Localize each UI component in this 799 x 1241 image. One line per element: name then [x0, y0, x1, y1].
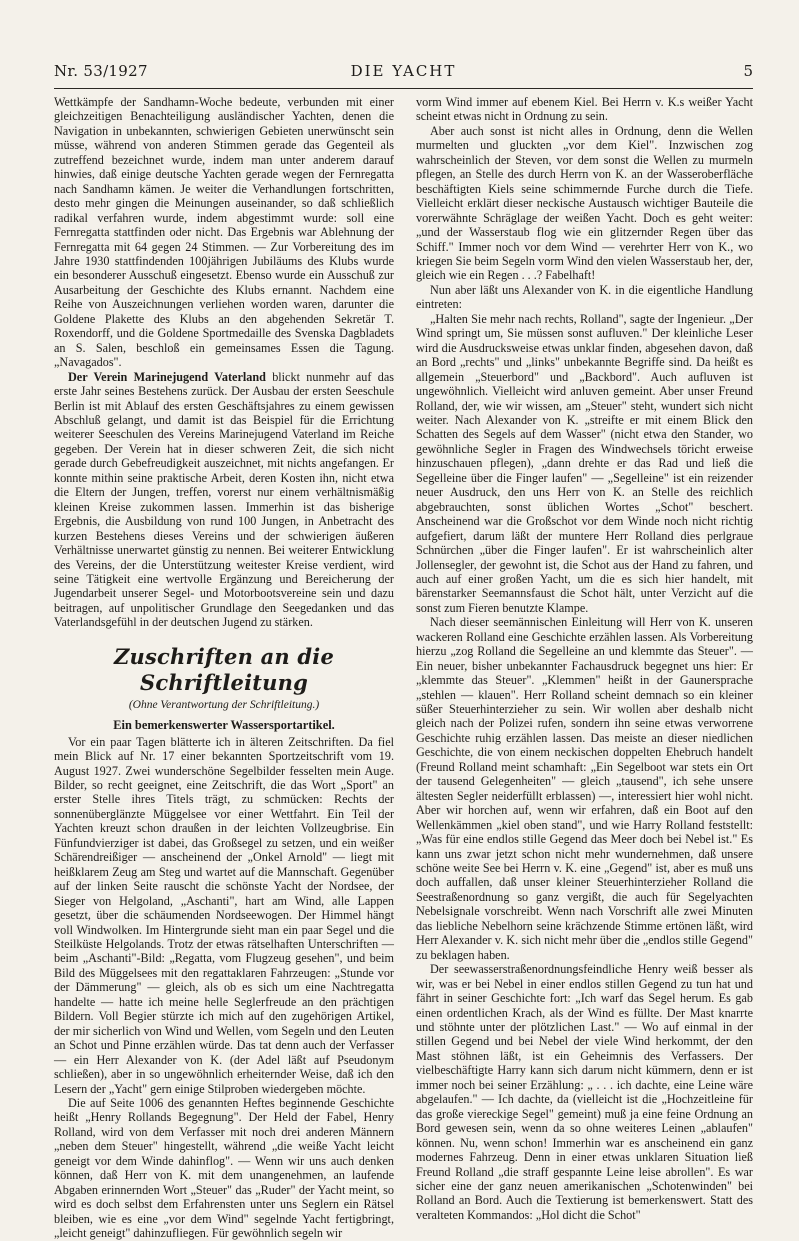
header-rule	[54, 88, 753, 89]
paragraph-marinejugend	[54, 370, 394, 630]
page-number: 5	[743, 62, 753, 80]
paragraph-steuer: Nach dieser seemännischen Einleitung will Herr von K. unseren wackeren Rolland eine Geschichte erzählen lassen. Als Vorbereitung hierzu „zog Rolland die Segelleine an und klemmte das Steuer". — Ein neuer, bisher unbekannter Fachausdruck begegnet uns hier: Er „klemmte das Steuer". „Klemmen" heißt in der Gaunersprache „stehlen — klauen". Herr Rolland scheint demnach so ein kleiner süßer Steuerhinterzieher zu sein. Wir wollen aber deshalb nicht gleich nach der Polizei rufen, sondern ihn seine etwas verworrene Geschichte ruhig erzählen lassen. Das meiste an dieser niedlichen Geschichte, die von einem neckischen doppelten Ehebruch handelt (Freund Rolland meint schamhaft: „Ein Segelboot war stets ein Ort der tausend Gelegenheiten" — gleich „tausend", ich sehe unsere ältesten Segler neiderfüllt erblassen) —, interessiert hier wohl nicht. Aber wir horchen auf, wenn wir erfahren, daß ein Boot auf den Wellenkämmen „kiel oben stand", und wie Harry Rolland feststellt: „Was für eine endlos stille Gegend das Meer doch bei Nebel ist." Es kann uns zwar jetzt schon nicht mehr wundernehmen, daß unsere schöne weite See bei Herrn v. K. eine „Gegend" ist, aber es muß uns doch auffallen, daß unser kleiner Steuerhinterzieher Rolland die Seestraßenordnung so ganz vergißt, die auch für Segelyachten Nebelsignale vorschreibt. Wenn nach Vorschrift alle zwei Minuten das liebliche Nebelhorn seine krächzende Stimme ertönen läßt, wird Herr Alexander v. K. sich nicht mehr über die „endlos stille Gegend" zu beklagen haben.	[416, 615, 753, 962]
paragraph-intro: Vor ein paar Tagen blätterte ich in älteren Zeitschriften. Da fiel mein Blick auf Nr. 17 einer bekannten Sportzeitschrift vom 19. August 1927. Zwei wunderschöne Segelbilder fesselten mein Auge. Bilder, so recht geeignet, eine Zeitschrift, die das Wort „Sport" an erster Stelle ihres Titels trägt, zu schmücken: Rechts der sonnenüberglänzte Müggelsee vor einer Wettfahrt. Ein Teil der Yachten kreuzt schon draußen in der leichten Vollzeugbrise. Ein Fünfundvierziger ist dabei, das Großsegel zu setzen, und ein weißer Schärendreißiger — anscheinend der „Onkel Arnold" — liegt mit heißklarem Zeug am Steg und wartet auf die Mannschaft. Gegenüber auf der linken Seite rauscht die schönste Yacht der Nordsee, der Sieger von Helgoland, „Aschanti", hart am Wind, alle Lappen gesetzt, über die schäumenden Nordseewogen. Der Himmel hängt voll Windwolken. Im Hintergrunde sieht man ein paar Segel und die Steilküste Helgolands. Trotz der etwas rätselhaften Unterschriften — beim „Aschanti"-Bild: „Regatta, vom Flugzeug gesehen", und beim Bild des Müggelsees mit den regattaklaren Fahrzeugen: „Stunde vor der Dämmerung" — gleich, als ob es sich um eine Nachtregatta handelte — hatte ich meine helle Seglerfreude an den prächtigen Bildern. Voll Begier stürzte ich mich auf den zugehörigen Artikel, der mir sicherlich von Wind und Wellen, vom Segeln und den Leuten an Schot und Pinne erzählen würde. Das tat denn auch der Verfasser — ein Herr Alexander von K. (der Adel läßt auf Pseudonym schließen), aber in so ungewöhnlich erheiternder Weise, daß ich den Lesern der „Yacht" gern einige Stilproben wiedergeben möchte.	[54, 734, 394, 1096]
paragraph-body: blickt nunmehr auf das erste Jahr seines Bestehens zurück. Der Ausbau der ersten Seeschule Berlin ist mit Ablauf des ersten Geschäftsjahres zu einem gewissen Abschluß gelangt, und damit ist das Beispiel für die Errichtung weiterer Seeschulen des Vereins Marinejugend Vaterland im Reiche gegeben. Der Verein hat in dieser schweren Zeit, die sich nicht gerade durch Gebefreudigkeit auszeichnet, mit nichts angefangen. Er konnte mithin seine praktische Arbeit, deren Kosten ihn, nicht etwa die Eltern der Jungen, treffen, vorerst nur einem verhältnismäßig kleinen Kreise zukommen lassen. Immerhin ist das bisherige Ergebnis, die Ausbildung von rund 100 Jungen, in Anbetracht des kurzen Bestehens dieses Vereins und der schwierigen äußeren Verhältnisse unerwartet günstig zu nennen. Bei weiterer Entwicklung des Vereins, der die Unterstützung weitester Kreise verdient, wird seine Tätigkeit eine wertvolle Ergänzung und Bereicherung der Jugendarbeit unserer Segel- und Motorbootsvereine sein und dazu beitragen, auf unpolitischer Grundlage den Seegedanken und das Vaterlandsgefühl in der deutschen Jugend zu stärken.	[54, 369, 394, 630]
right-column	[416, 95, 753, 1222]
paragraph-nebel: Der seewasserstraßenordnungsfeindliche Henry weiß besser als wir, was er bei Nebel in einer endlos stillen Gegend zu tun hat und fährt in seiner Geschichte fort: „Ich warf das Segel herum. Es gab einen ordentlichen Krach, als der Wind es füllte. Der Mast knarrte und stöhnte unter der plötzlichen Last." — Wo auf einmal in der stillen Gegend und bei Nebel der viele Wind herkommt, der den Mast stöhnen läßt, ist ein Geheimnis des Verfassers. Der vielbeschäftigte Harry kann sich darum nicht kümmern, denn er ist immer noch bei seiner Erzählung: „ . . . ich dachte, eine Leine wäre abgelaufen." — Ich dachte, da (vielleicht ist die „Hochzeitleine für das große viereckige Segel" gemeint) muß ja eine feine Ordnung an Bord gewesen sein, wenn da so ohne weiteres Leinen „ablaufen" können. Nu, wenn schon! Immerhin war es anscheinend ein ganz modernes Fahrzeug. Denn in einer etwas unklaren Situation ließ Freund Rolland „die straff gespannte Leine leise abrollen". Es war sicher eine der ganz neuen amerikanischen „Schotenwinden" bei Rolland an Bord. Auch die Textierung ist bemerkenswert. Statt des veralteten Kommandos: „Hol dicht die Schot"	[416, 962, 753, 1222]
article-heading: Ein bemerkenswerter Wassersportartikel.	[113, 718, 335, 733]
page-header	[54, 62, 753, 84]
paragraph-lead: Der Verein Marinejugend Vaterland	[68, 369, 266, 384]
paragraph-kiel: Aber auch sonst ist nicht alles in Ordnung, denn die Wellen murmelten und gluckten „vor dem Kiel". Inzwischen zog wahrscheinlich der Steven, vor dem sonst die Wellen zu murmeln pflegen, an Stelle des durch Herrn von K. an der Wasseroberfläche beschäftigten Kiels seine schimmernde Furche durch die Tiefe. Vielleicht erklärt dieser neckische Austausch wichtiger Bauteile die vorerwähnte Schräglage der weißen Yacht. Doch es geht weiter: „und der Wasserstaub flog wie ein glitzernder Regen über das Schiff." Immer noch vor dem Wind — verehrter Herr von K., wo kriegen Sie beim Segeln vorm Wind den vielen Wasserstaub her, der, gleich wie ein Regen . . .? Fabelhaft!	[416, 123, 753, 283]
paragraph-handlung: Nun aber läßt uns Alexander von K. in die eigentliche Handlung eintreten:	[416, 282, 753, 312]
journal-title: DIE YACHT	[350, 62, 457, 80]
paragraph-rolland: „Halten Sie mehr nach rechts, Rolland", sagte der Ingenieur. „Der Wind springt um, Sie müssen sonst aufluven." Der kleinliche Leser wird die Ausdrucksweise etwas unklar finden, abgesehen davon, daß an Bord „rechts" und „links" unbekannte Begriffe sind. Da heißt es allgemein „Steuerbord" und „Backbord". Auch aufluven ist ungewöhnlich. Vielleicht wird anluven gemeint. Aber unser Freund Rolland, der, wie wir wissen, am „Steuer" steht, wundert sich nicht weiter. Nach Alexander von K. „streifte er mit einem Blick den Schatten des Segels auf dem Wasser" (nicht etwa den Stander, wo gewöhnliche Segler in Fragen des Windwechsels töricht erweise hinzuschauen pflegen), „dann drehte er das Rad und ließ die Segelleine über die Finger laufen" — „Segelleine" ist ein reizender neuer Ausdruck, den uns Herr von K. an Stelle des reichlich abgebrauchten, sonst üblichen Wortes „Schot" beschert. Anscheinend war die Großschot vor dem Winde noch nicht richtig aufgefiert, darum läßt der muntere Herr Rolland dies perlgraue Schnürchen „über die Finger laufen". Er ist wahrscheinlich alter Jollensegler, der gewohnt ist, die Schot aus der Hand zu fahren, und auch auf einer großen Yacht, um die es sich hier handelt, mit bärenstarker Seemannsfaust die Schot hält, unter Verzicht auf die sonst zum Fieren benutzte Klampe.	[416, 311, 753, 615]
section-title: Zuschriften an die Schriftleitung	[114, 643, 334, 695]
issue-number: Nr. 53/1927	[54, 62, 148, 80]
section-subtitle: (Ohne Verantwortung der Schriftleitung.)	[128, 698, 320, 711]
paragraph-continuation: vorm Wind immer auf ebenem Kiel. Bei Herrn v. K.s weißer Yacht scheint etwas nicht in Ordnung zu sein.	[416, 95, 753, 124]
paragraph-story: Die auf Seite 1006 des genannten Heftes beginnende Geschichte heißt „Henry Rollands Begegnung". Der Held der Fabel, Henry Rolland, wird von dem Verfasser mit noch drei anderen Männern „neben dem Steuer" hingestellt, während „die weiße Yacht leicht geneigt vor dem Winde dahinflog". — Wenn wir uns auch denken können, daß Herr von K. mit dem unangenehmen, an laufende Abgaben erinnernden Wort „Steuer" das „Ruder" der Yacht meint, so wird es doch selbst dem Erfahrensten unter uns Seglern ein Rätsel bleiben, wie es eine „vor dem Wind" segelnde Yacht fertigbringt, „leicht geneigt" dahinzufliegen. Für gewöhnlich segeln wir	[54, 1096, 394, 1241]
left-column	[54, 95, 394, 1241]
paragraph-sandhamn: Wettkämpfe der Sandhamn-Woche bedeute, verbunden mit einer gleichzeitigen Benachteiligung ausländischer Yachten, denen die Navigation in unbekannten, schwierigen Gebieten unerwünscht sein müsse, während von anderen Stimmen gerade das Gegenteil als zutreffend bezeichnet wurde, indem man unter anderem darauf hinwies, daß einige deutsche Yachten gerade wegen der Fernregatta nach Sandhamn kämen. Je weiter die Verhandlungen fortschritten, desto mehr gingen die Meinungen auseinander, so daß schließlich radikal verfahren wurde, indem abgestimmt wurde: soll eine Fernregatta stattfinden oder nicht. Das Ergebnis war Ablehnung der Fernregatta mit 64 gegen 24 Stimmen. — Zur Vorbereitung des im Jahre 1930 stattfindenden 100jährigen Jubiläums des Klubs wurde ein besonderer Ausschuß eingesetzt. Ebenso wurde ein Ausschuß zur Ausarbeitung der Geschichte des Klubs ernannt. Nachdem eine Reihe von Auszeichnungen verliehen worden waren, darunter die Goldene Plakette des Klubs an den abgehenden Sekretär T. Roxendorff, und die Goldene Sportmedaille des Svenska Dagbladets an S. Salen, beschloß ein gemeinsames Essen die Tagung. „Navagados".	[54, 95, 394, 370]
